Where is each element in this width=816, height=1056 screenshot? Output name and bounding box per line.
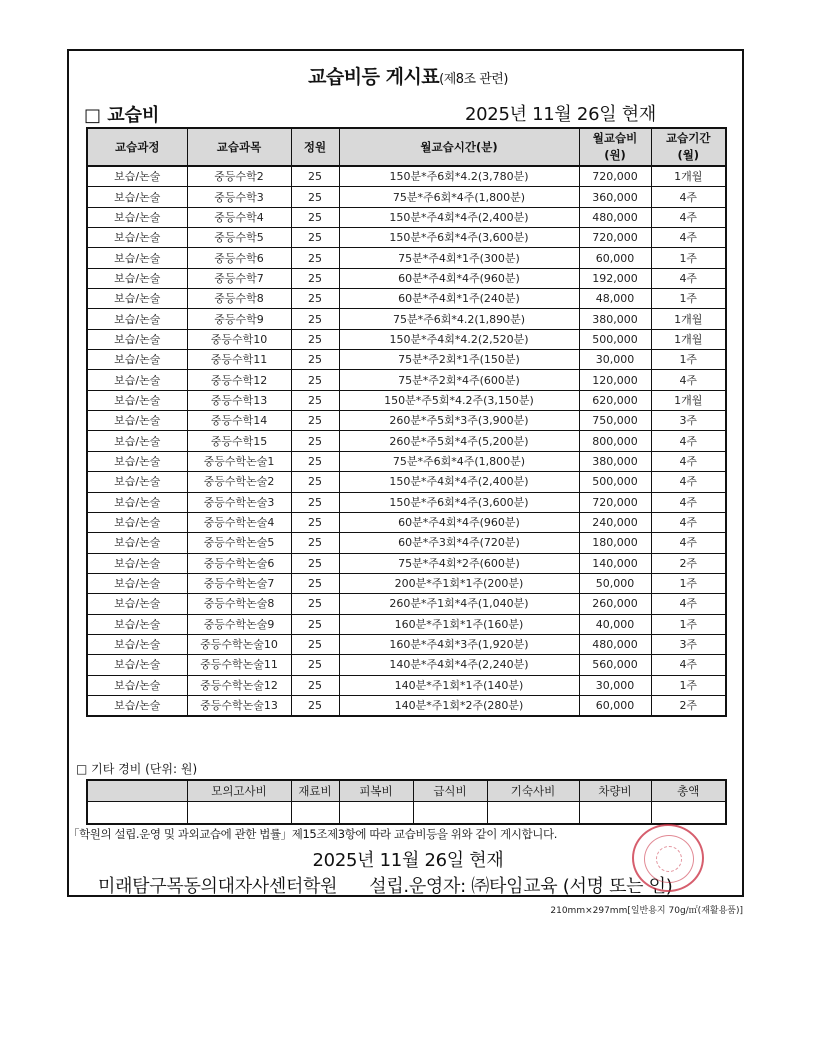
cell-monthly-fee: 480,000 [579,634,651,654]
cell-monthly-fee: 30,000 [579,350,651,370]
cell-monthly-hours: 75분*주2회*1주(150분) [339,350,579,370]
signature-line [98,872,672,898]
cell-capacity: 25 [291,166,339,187]
cell-period: 1개월 [651,329,726,349]
cell-course: 보습/논술 [87,411,187,431]
table-row [87,512,726,532]
cell-capacity: 25 [291,350,339,370]
cell-monthly-hours: 150분*주4회*4주(2,400분) [339,207,579,227]
cell-monthly-fee: 192,000 [579,268,651,288]
cell-course: 보습/논술 [87,329,187,349]
other-header-blank [87,780,187,802]
cell-subject: 중등수학논술5 [187,533,291,553]
cell-course: 보습/논술 [87,634,187,654]
cell-subject: 중등수학7 [187,268,291,288]
other-expenses-value-row [87,802,726,825]
cell-subject: 중등수학6 [187,248,291,268]
cell-capacity: 25 [291,573,339,593]
cell-course: 보습/논술 [87,451,187,471]
cell-monthly-hours: 200분*주1회*1주(200분) [339,573,579,593]
cell-subject: 중등수학10 [187,329,291,349]
cell-subject: 중등수학논술9 [187,614,291,634]
header-monthly-hours: 월교습시간(분) [339,128,579,166]
cell-monthly-hours: 75분*주6회*4.2(1,890분) [339,309,579,329]
cell-course: 보습/논술 [87,492,187,512]
cell-monthly-hours: 75분*주6회*4주(1,800분) [339,187,579,207]
table-row [87,268,726,288]
cell-subject: 중등수학논술10 [187,634,291,654]
other-expenses-header-row [87,780,726,802]
table-row [87,390,726,410]
cell-monthly-hours: 75분*주4회*2주(600분) [339,553,579,573]
cell-course: 보습/논술 [87,431,187,451]
cell-subject: 중등수학15 [187,431,291,451]
table-row [87,695,726,716]
cell-monthly-hours: 75분*주2회*4주(600분) [339,370,579,390]
other-value-meals [413,802,487,825]
cell-period: 1주 [651,248,726,268]
cell-capacity: 25 [291,329,339,349]
cell-subject: 중등수학논술13 [187,695,291,716]
cell-monthly-hours: 150분*주4회*4주(2,400분) [339,472,579,492]
cell-period: 4주 [651,431,726,451]
cell-monthly-hours: 160분*주1회*1주(160분) [339,614,579,634]
table-row [87,329,726,349]
other-value-mock-exam [187,802,291,825]
cell-monthly-hours: 60분*주4회*4주(960분) [339,268,579,288]
cell-capacity: 25 [291,187,339,207]
cell-monthly-fee: 50,000 [579,573,651,593]
operator-signature: 설립.운영자: ㈜타임교육 (서명 또는 인) [369,876,673,897]
cell-subject: 중등수학논술11 [187,655,291,675]
cell-subject: 중등수학11 [187,350,291,370]
cell-capacity: 25 [291,370,339,390]
cell-period: 4주 [651,451,726,471]
cell-monthly-hours: 75분*주6회*4주(1,800분) [339,451,579,471]
header-subject: 교습과목 [187,128,291,166]
tuition-table-body [87,166,726,716]
table-row [87,166,726,187]
cell-monthly-hours: 260분*주5회*4주(5,200분) [339,431,579,451]
cell-capacity: 25 [291,512,339,532]
cell-period: 4주 [651,472,726,492]
cell-subject: 중등수학2 [187,166,291,187]
table-row [87,248,726,268]
table-row [87,675,726,695]
header-fee-line1: 월교습비 [592,131,638,145]
cell-monthly-fee: 360,000 [579,187,651,207]
header-monthly-fee [579,128,651,166]
cell-monthly-hours: 150분*주6회*4주(3,600분) [339,492,579,512]
table-row [87,411,726,431]
cell-subject: 중등수학논술1 [187,451,291,471]
other-value-dormitory [487,802,579,825]
other-value-total [651,802,726,825]
cell-period: 4주 [651,228,726,248]
table-row [87,594,726,614]
cell-monthly-fee: 720,000 [579,492,651,512]
cell-subject: 중등수학8 [187,289,291,309]
cell-monthly-fee: 380,000 [579,451,651,471]
cell-monthly-fee: 800,000 [579,431,651,451]
cell-monthly-fee: 60,000 [579,695,651,716]
cell-monthly-fee: 620,000 [579,390,651,410]
academy-name: 미래탐구목동의대자사센터학원 [98,876,338,897]
cell-monthly-hours: 60분*주4회*4주(960분) [339,512,579,532]
seal-stamp-icon [632,824,704,892]
cell-monthly-fee: 40,000 [579,614,651,634]
cell-course: 보습/논술 [87,573,187,593]
cell-subject: 중등수학9 [187,309,291,329]
cell-capacity: 25 [291,390,339,410]
cell-period: 4주 [651,594,726,614]
cell-period: 4주 [651,370,726,390]
table-row [87,492,726,512]
cell-monthly-hours: 140분*주4회*4주(2,240분) [339,655,579,675]
other-header-meals: 급식비 [413,780,487,802]
table-row [87,472,726,492]
cell-course: 보습/논술 [87,390,187,410]
cell-monthly-hours: 75분*주4회*1주(300분) [339,248,579,268]
cell-capacity: 25 [291,451,339,471]
cell-course: 보습/논술 [87,472,187,492]
cell-capacity: 25 [291,614,339,634]
cell-capacity: 25 [291,655,339,675]
cell-period: 1주 [651,675,726,695]
cell-monthly-fee: 560,000 [579,655,651,675]
cell-capacity: 25 [291,634,339,654]
cell-monthly-fee: 240,000 [579,512,651,532]
cell-monthly-hours: 150분*주6회*4주(3,600분) [339,228,579,248]
cell-monthly-hours: 140분*주1회*1주(140분) [339,675,579,695]
cell-monthly-hours: 150분*주6회*4.2(3,780분) [339,166,579,187]
cell-course: 보습/논술 [87,675,187,695]
cell-capacity: 25 [291,472,339,492]
cell-period: 1개월 [651,390,726,410]
cell-period: 1주 [651,289,726,309]
other-header-vehicle: 차량비 [579,780,651,802]
cell-subject: 중등수학12 [187,370,291,390]
cell-course: 보습/논술 [87,289,187,309]
footer-date: 2025년 11월 26일 현재 [312,850,504,871]
table-row [87,289,726,309]
cell-monthly-fee: 30,000 [579,675,651,695]
cell-subject: 중등수학3 [187,187,291,207]
cell-subject: 중등수학논술2 [187,472,291,492]
cell-period: 4주 [651,187,726,207]
cell-monthly-hours: 60분*주4회*1주(240분) [339,289,579,309]
paper-spec: 210mm×297mm[일반용지 70g/㎡(재활용품)] [550,906,743,916]
header-period-line1: 교습기간 [666,131,711,145]
other-value-vehicle [579,802,651,825]
cell-monthly-fee: 720,000 [579,166,651,187]
table-row [87,309,726,329]
other-expenses-heading: □ 기타 경비 (단위: 원) [76,762,198,776]
cell-monthly-hours: 60분*주3회*4주(720분) [339,533,579,553]
other-value-materials [291,802,339,825]
table-row [87,207,726,227]
title-main: 교습비등 게시표 [308,66,440,88]
cell-monthly-fee: 180,000 [579,533,651,553]
cell-period: 4주 [651,492,726,512]
other-value-uniform [339,802,413,825]
cell-period: 2주 [651,553,726,573]
cell-monthly-fee: 380,000 [579,309,651,329]
cell-monthly-hours: 260분*주1회*4주(1,040분) [339,594,579,614]
cell-course: 보습/논술 [87,695,187,716]
cell-course: 보습/논술 [87,533,187,553]
legal-notice: 「학원의 설립.운영 및 과외교습에 관한 법률」제15조제3항에 따라 교습비등을 위와 같이 게시합니다. [68,827,557,841]
table-row [87,655,726,675]
cell-capacity: 25 [291,411,339,431]
cell-capacity: 25 [291,289,339,309]
cell-course: 보습/논술 [87,228,187,248]
cell-monthly-hours: 260분*주5회*3주(3,900분) [339,411,579,431]
cell-subject: 중등수학논술8 [187,594,291,614]
table-row [87,187,726,207]
table-row [87,533,726,553]
cell-monthly-fee: 260,000 [579,594,651,614]
cell-period: 4주 [651,512,726,532]
cell-monthly-fee: 750,000 [579,411,651,431]
cell-subject: 중등수학논술3 [187,492,291,512]
header-capacity: 정원 [291,128,339,166]
header-period-line2: (월) [677,148,700,162]
cell-period: 3주 [651,411,726,431]
cell-monthly-fee: 48,000 [579,289,651,309]
table-row [87,370,726,390]
cell-period: 1주 [651,614,726,634]
cell-subject: 중등수학논술4 [187,512,291,532]
other-header-dormitory: 기숙사비 [487,780,579,802]
cell-subject: 중등수학논술12 [187,675,291,695]
cell-course: 보습/논술 [87,248,187,268]
other-value-blank [87,802,187,825]
cell-subject: 중등수학5 [187,228,291,248]
cell-period: 1주 [651,573,726,593]
cell-capacity: 25 [291,228,339,248]
table-row [87,614,726,634]
cell-monthly-fee: 500,000 [579,472,651,492]
table-row [87,553,726,573]
cell-monthly-fee: 500,000 [579,329,651,349]
cell-subject: 중등수학14 [187,411,291,431]
other-expenses-table [86,779,727,825]
title-sub: (제8조 관련) [439,72,508,87]
cell-monthly-fee: 720,000 [579,228,651,248]
cell-course: 보습/논술 [87,655,187,675]
cell-capacity: 25 [291,207,339,227]
cell-period: 4주 [651,533,726,553]
cell-period: 1개월 [651,166,726,187]
cell-monthly-fee: 480,000 [579,207,651,227]
tuition-header-row [87,128,726,166]
cell-monthly-hours: 140분*주1회*2주(280분) [339,695,579,716]
cell-course: 보습/논술 [87,207,187,227]
cell-subject: 중등수학논술7 [187,573,291,593]
cell-monthly-hours: 160분*주4회*3주(1,920분) [339,634,579,654]
table-row [87,573,726,593]
table-row [87,431,726,451]
cell-capacity: 25 [291,309,339,329]
cell-capacity: 25 [291,594,339,614]
cell-monthly-hours: 150분*주5회*4.2주(3,150분) [339,390,579,410]
cell-period: 3주 [651,634,726,654]
cell-capacity: 25 [291,533,339,553]
table-row [87,451,726,471]
cell-monthly-fee: 140,000 [579,553,651,573]
cell-monthly-fee: 120,000 [579,370,651,390]
cell-subject: 중등수학13 [187,390,291,410]
cell-course: 보습/논술 [87,512,187,532]
other-header-materials: 재료비 [291,780,339,802]
cell-capacity: 25 [291,431,339,451]
section-tuition-heading: □ 교습비 [84,105,160,126]
cell-period: 4주 [651,207,726,227]
cell-monthly-hours: 150분*주4회*4.2(2,520분) [339,329,579,349]
cell-course: 보습/논술 [87,350,187,370]
cell-subject: 중등수학논술6 [187,553,291,573]
cell-capacity: 25 [291,675,339,695]
cell-course: 보습/논술 [87,309,187,329]
table-row [87,634,726,654]
document-title [0,62,816,89]
cell-capacity: 25 [291,492,339,512]
tuition-table [86,127,727,717]
cell-period: 1주 [651,350,726,370]
header-course: 교습과정 [87,128,187,166]
cell-period: 4주 [651,655,726,675]
cell-course: 보습/논술 [87,553,187,573]
other-header-mock-exam: 모의고사비 [187,780,291,802]
cell-course: 보습/논술 [87,268,187,288]
cell-course: 보습/논술 [87,370,187,390]
cell-period: 1개월 [651,309,726,329]
cell-capacity: 25 [291,248,339,268]
cell-capacity: 25 [291,695,339,716]
cell-period: 2주 [651,695,726,716]
cell-course: 보습/논술 [87,614,187,634]
header-period [651,128,726,166]
cell-course: 보습/논술 [87,594,187,614]
cell-capacity: 25 [291,553,339,573]
cell-course: 보습/논술 [87,166,187,187]
cell-course: 보습/논술 [87,187,187,207]
cell-monthly-fee: 60,000 [579,248,651,268]
cell-capacity: 25 [291,268,339,288]
table-row [87,228,726,248]
header-fee-line2: (원) [604,148,626,162]
cell-period: 4주 [651,268,726,288]
cell-subject: 중등수학4 [187,207,291,227]
other-header-total: 총액 [651,780,726,802]
as-of-date: 2025년 11월 26일 현재 [465,104,656,125]
other-header-uniform: 피복비 [339,780,413,802]
table-row [87,350,726,370]
